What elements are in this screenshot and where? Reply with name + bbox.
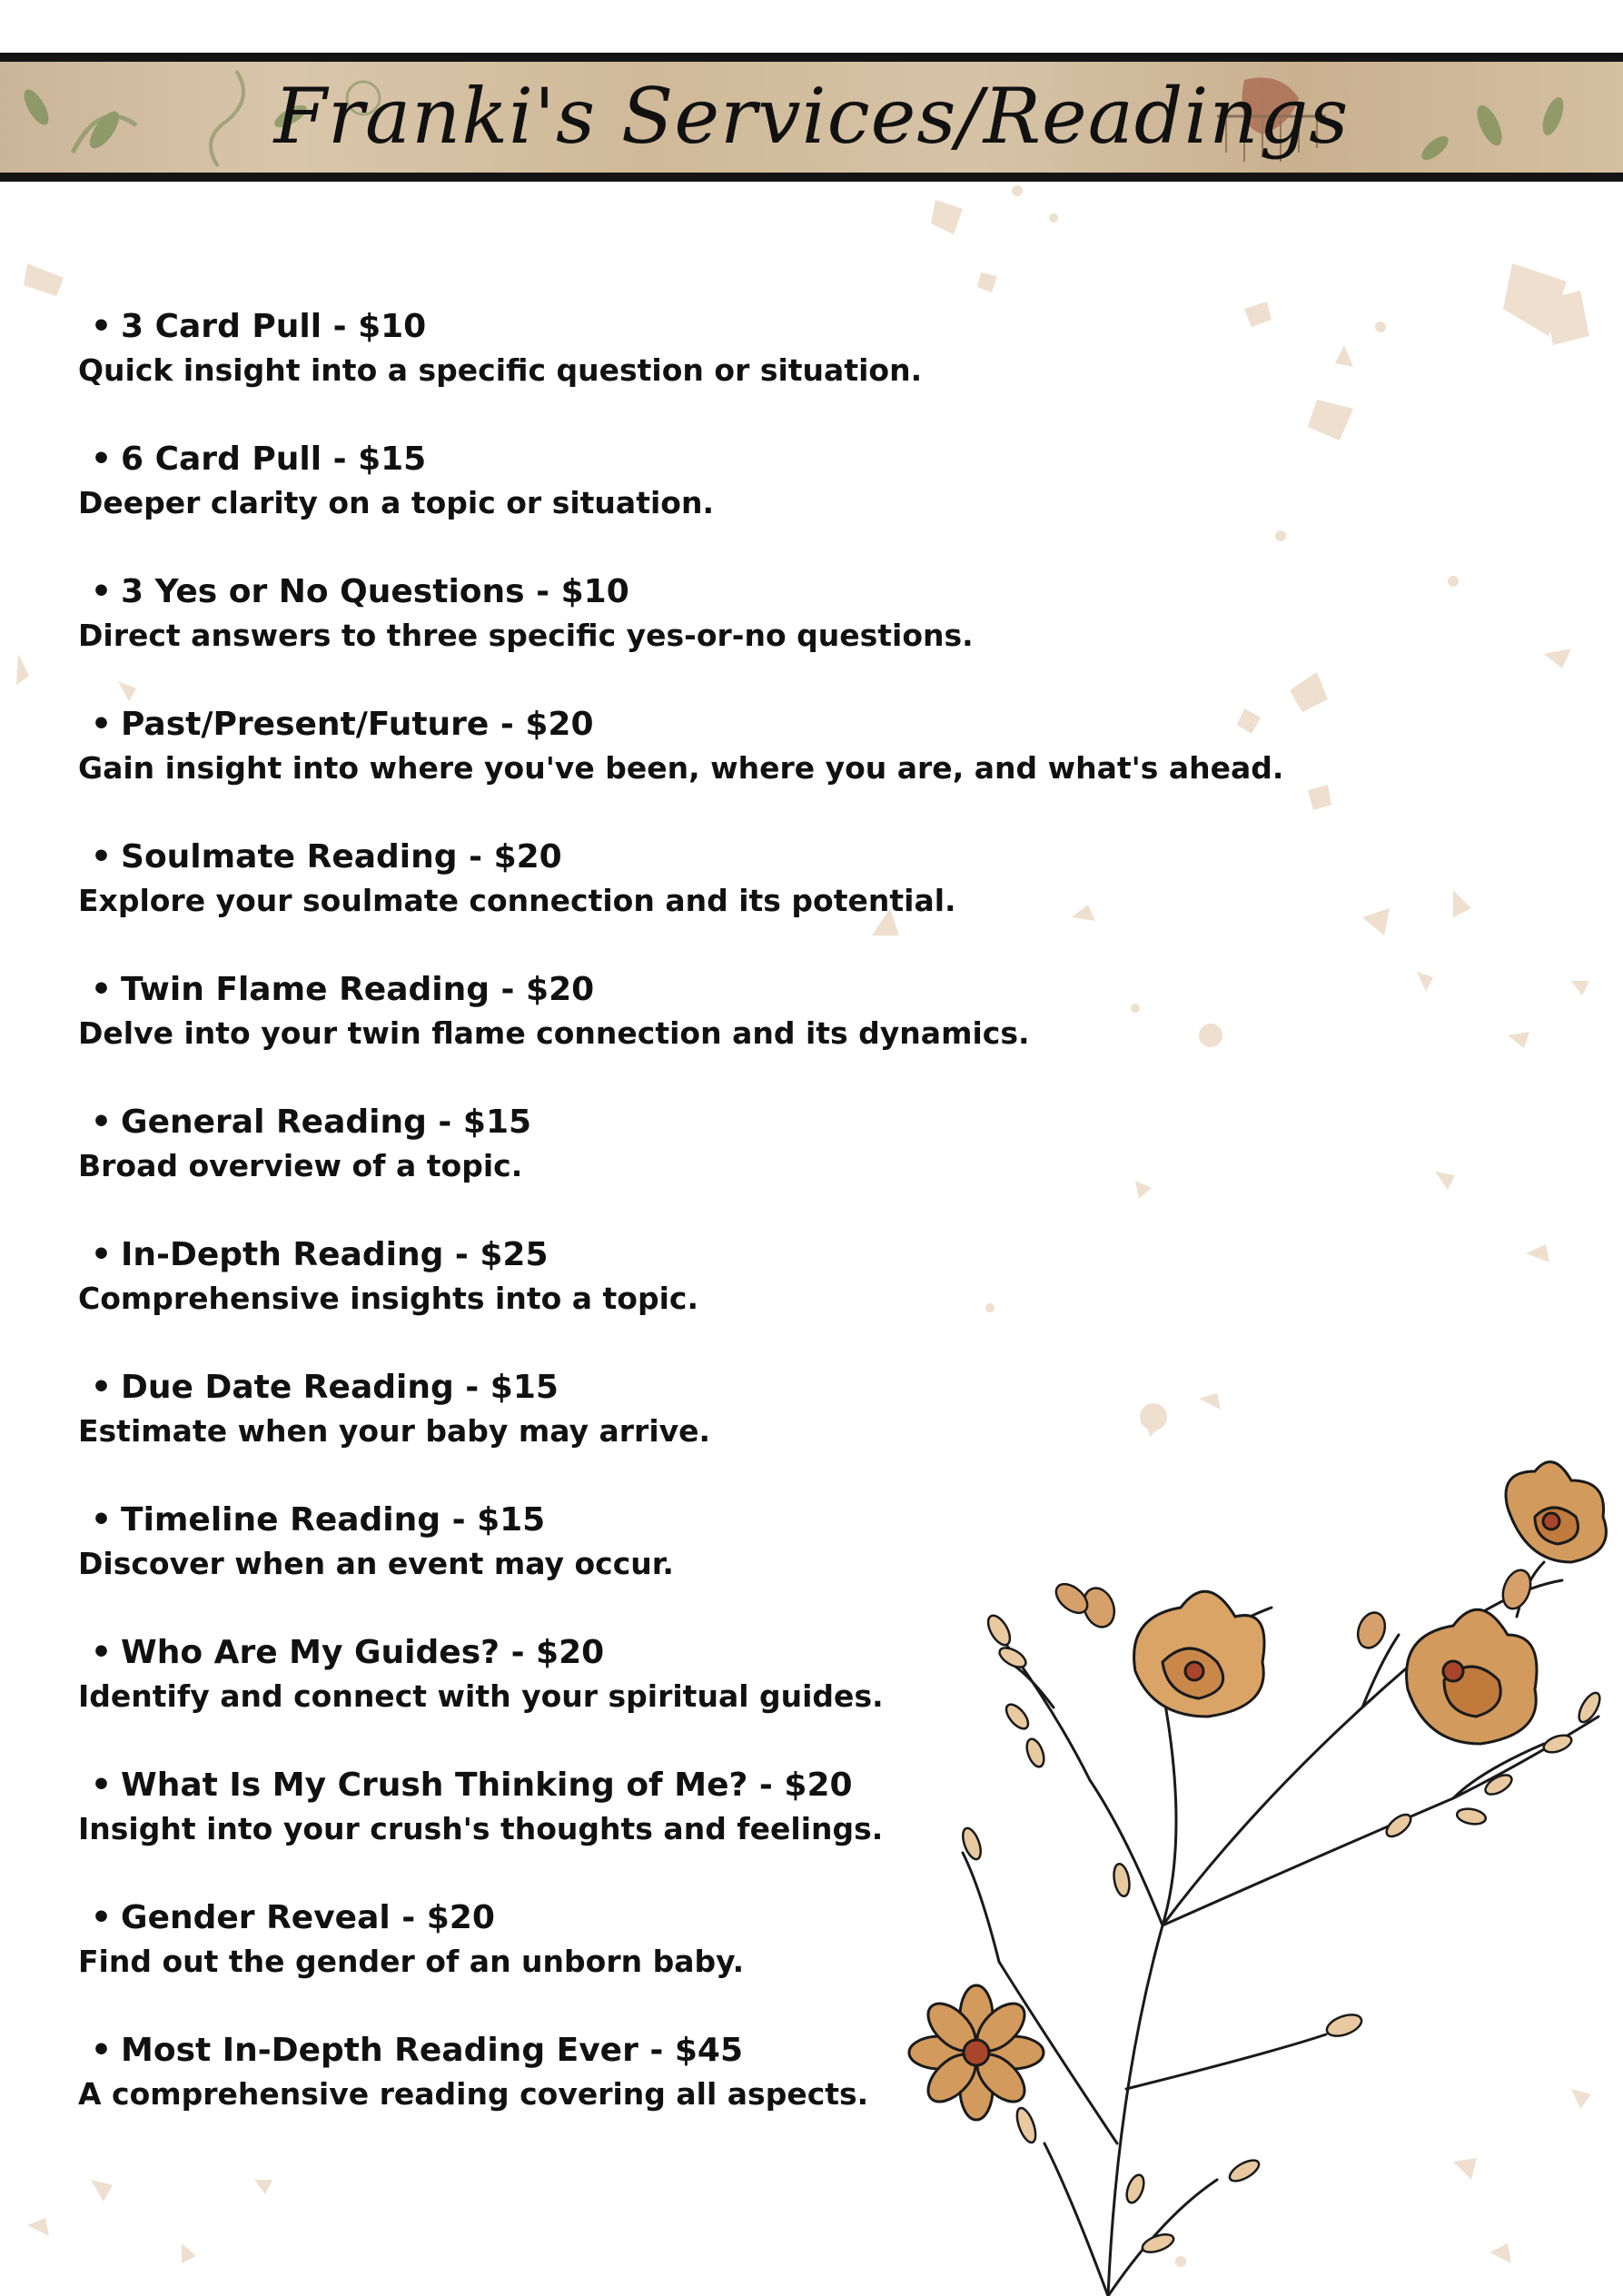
list-item (78, 1101, 1350, 1233)
bullet-icon: • (91, 1236, 113, 1273)
service-price: $15 (490, 1369, 559, 1406)
bullet-icon: • (91, 1501, 113, 1539)
service-price: $10 (358, 308, 427, 345)
service-price: $20 (493, 838, 562, 876)
service-description: Direct answers to three specific yes-or-no questions. (78, 618, 974, 653)
service-name: What Is My Crush Thinking of Me? (121, 1767, 748, 1804)
service-price: $20 (536, 1634, 605, 1671)
page-title: Franki's Services/Readings (273, 72, 1350, 161)
bullet-icon: • (91, 971, 113, 1008)
bullet-icon: • (91, 308, 113, 345)
service-description: Identify and connect with your spiritual guides. (78, 1678, 884, 1714)
bullet-icon: • (91, 1767, 113, 1804)
bullet-icon: • (91, 2032, 113, 2069)
list-item (78, 438, 1350, 570)
service-heading: • General Reading - $15 (78, 1101, 1350, 1144)
service-description: Delve into your twin flame connection and its dynamics. (78, 1015, 1030, 1051)
service-description: Discover when an event may occur. (78, 1546, 674, 1581)
service-description: Broad overview of a topic. (78, 1148, 523, 1183)
bullet-icon: • (91, 573, 113, 610)
service-name: Soulmate Reading (121, 838, 458, 876)
service-name: 6 Card Pull (121, 440, 322, 478)
service-description: Find out the gender of an unborn baby. (78, 1944, 745, 1979)
bullet-icon: • (91, 838, 113, 876)
service-name: Who Are My Guides? (121, 1634, 500, 1671)
service-name: Past/Present/Future (121, 706, 490, 743)
service-name: General Reading (121, 1103, 427, 1141)
bullet-icon: • (91, 440, 113, 478)
service-heading: • Most In-Depth Reading Ever - $45 (78, 2029, 1350, 2073)
service-name: 3 Card Pull (121, 308, 322, 345)
service-price: $10 (560, 573, 629, 610)
bullet-icon: • (91, 1899, 113, 1936)
list-item (78, 1233, 1350, 1366)
service-name: Due Date Reading (121, 1369, 454, 1406)
service-name: 3 Yes or No Questions (121, 573, 525, 610)
service-heading: • What Is My Crush Thinking of Me? - $20 (78, 1764, 1350, 1807)
service-description: Explore your soulmate connection and its potential. (78, 883, 956, 918)
list-item (78, 570, 1350, 703)
service-name: Gender Reveal (121, 1899, 391, 1936)
service-heading: • 3 Yes or No Questions - $10 (78, 570, 1350, 614)
service-heading: • Due Date Reading - $15 (78, 1366, 1350, 1410)
bullet-icon: • (91, 706, 113, 743)
service-heading: • In-Depth Reading - $25 (78, 1233, 1350, 1277)
service-price: $20 (526, 971, 595, 1008)
service-price: $15 (358, 440, 427, 478)
service-description: Gain insight into where you've been, where you are, and what's ahead. (78, 750, 1284, 786)
service-description: Quick insight into a specific question or situation. (78, 352, 923, 388)
bullet-icon: • (91, 1103, 113, 1141)
service-heading: • 3 Card Pull - $10 (78, 305, 1350, 349)
service-heading: • Timeline Reading - $15 (78, 1499, 1350, 1542)
service-price: $20 (525, 706, 594, 743)
bullet-icon: • (91, 1634, 113, 1671)
service-heading: • Gender Reveal - $20 (78, 1896, 1350, 1940)
list-item (78, 968, 1350, 1101)
service-heading: • Past/Present/Future - $20 (78, 703, 1350, 747)
service-price: $15 (462, 1103, 532, 1141)
service-price: $15 (477, 1501, 546, 1539)
service-price: $20 (426, 1899, 495, 1936)
service-description: Deeper clarity on a topic or situation. (78, 485, 714, 520)
service-name: In-Depth Reading (121, 1236, 444, 1273)
list-item (78, 836, 1350, 968)
header-banner (0, 53, 1623, 182)
service-heading: • Who Are My Guides? - $20 (78, 1631, 1350, 1675)
service-description: A comprehensive reading covering all aspects. (78, 2076, 869, 2112)
flower-branch-icon (890, 1453, 1623, 2296)
service-price: $25 (480, 1236, 549, 1273)
service-heading: • 6 Card Pull - $15 (78, 438, 1350, 481)
service-price: $45 (674, 2032, 744, 2069)
bullet-icon: • (91, 1369, 113, 1406)
service-price: $20 (784, 1767, 853, 1804)
service-description: Estimate when your baby may arrive. (78, 1413, 711, 1449)
service-description: Comprehensive insights into a topic. (78, 1281, 699, 1316)
service-name: Timeline Reading (121, 1501, 441, 1539)
list-item (78, 703, 1350, 836)
service-name: Twin Flame Reading (121, 971, 490, 1008)
service-description: Insight into your crush's thoughts and feelings. (78, 1811, 884, 1846)
service-heading: • Soulmate Reading - $20 (78, 836, 1350, 879)
list-item (78, 305, 1350, 438)
service-name: Most In-Depth Reading Ever (121, 2032, 638, 2069)
service-heading: • Twin Flame Reading - $20 (78, 968, 1350, 1012)
